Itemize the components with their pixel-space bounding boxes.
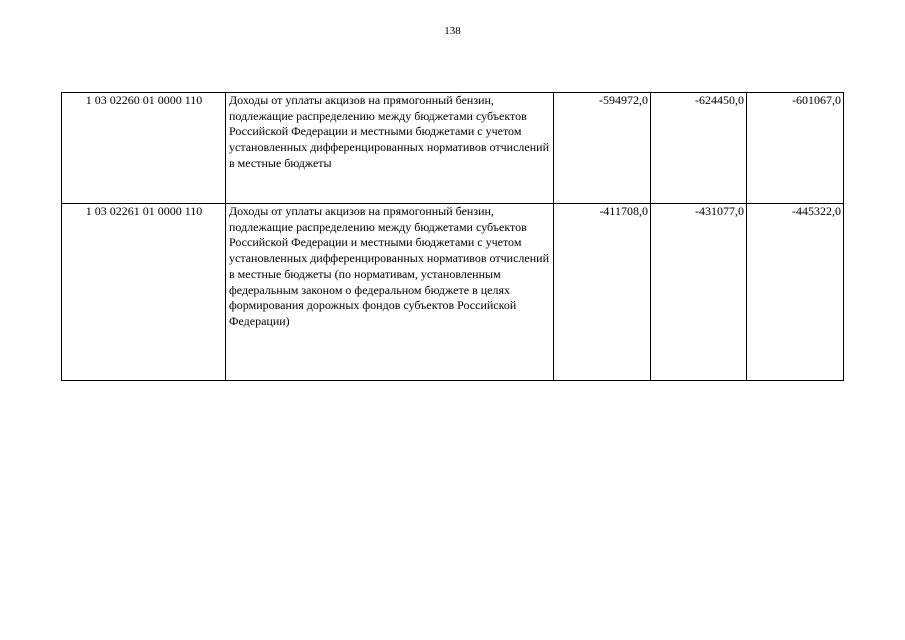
table-row	[62, 93, 844, 204]
amount-cell-year-3: -601067,0	[747, 93, 844, 204]
page-number: 138	[444, 25, 461, 37]
description-cell: Доходы от уплаты акцизов на прямогонный бензин, подлежащие распределению между бюджетами субъектов Российской Федерации и местными бюджетами с учетом установленных дифференцированных нормативов отчислений в местные бюджеты	[226, 93, 554, 204]
amount-cell-year-1: -594972,0	[554, 93, 651, 204]
description-cell: Доходы от уплаты акцизов на прямогонный бензин, подлежащие распределению между бюджетами субъектов Российской Федерации и местными бюджетами с учетом установленных дифференцированных нормативов отчислений в местные бюджеты (по нормативам, установленным федеральным законом о федеральном бюджете в целях формирования дорожных фондов субъектов Российской Федерации)	[226, 204, 554, 381]
budget-table	[61, 92, 844, 381]
amount-cell-year-3: -445322,0	[747, 204, 844, 381]
amount-cell-year-1: -411708,0	[554, 204, 651, 381]
amount-cell-year-2: -431077,0	[651, 204, 747, 381]
amount-cell-year-2: -624450,0	[651, 93, 747, 204]
table-row	[62, 204, 844, 381]
classification-code-cell: 1 03 02261 01 0000 110	[62, 204, 226, 381]
classification-code-cell: 1 03 02260 01 0000 110	[62, 93, 226, 204]
